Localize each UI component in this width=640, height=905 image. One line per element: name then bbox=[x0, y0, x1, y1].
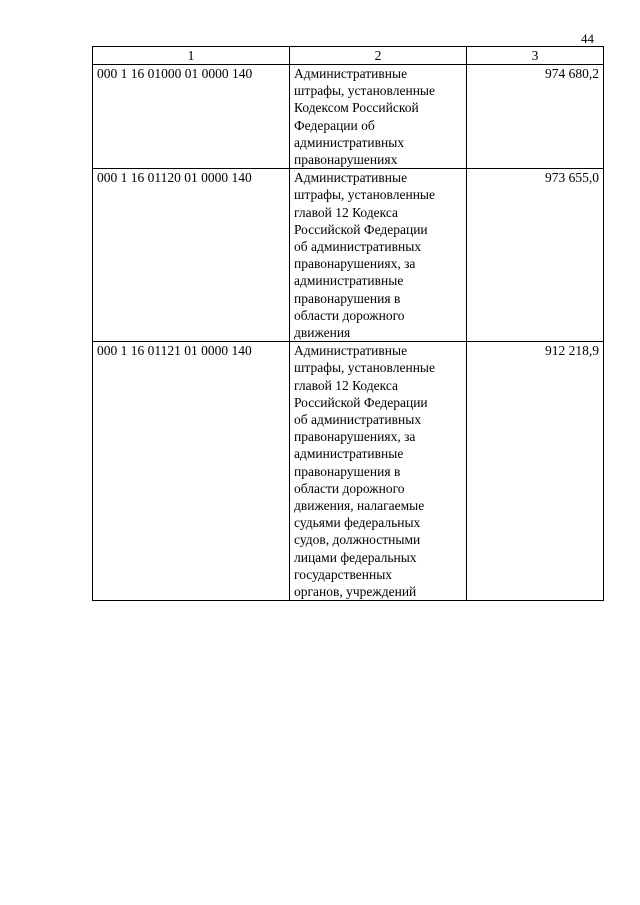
row-name-line: области дорожного bbox=[294, 480, 405, 496]
row-name-line: главой 12 Кодекса bbox=[294, 204, 399, 220]
table-header-row bbox=[93, 47, 604, 65]
row-name-line: области дорожного bbox=[294, 307, 405, 323]
row-name-line: главой 12 Кодекса bbox=[294, 377, 399, 393]
row-name bbox=[290, 65, 467, 169]
row-name-line: Административные bbox=[294, 170, 408, 186]
table-row bbox=[93, 169, 604, 342]
budget-revenue-table bbox=[92, 46, 604, 601]
row-name-line: административных bbox=[294, 134, 405, 150]
row-name-line: административные bbox=[294, 273, 404, 289]
row-name-line: правонарушениях, за bbox=[294, 429, 416, 445]
row-name-line: штрафы, установленные bbox=[294, 360, 435, 376]
row-name-line: об административных bbox=[294, 239, 422, 255]
column-header-name: 2 bbox=[290, 47, 467, 65]
row-name-line: Федерации об bbox=[294, 117, 375, 133]
row-name-line: штрафы, установленные bbox=[294, 187, 435, 203]
row-code: 000 1 16 01121 01 0000 140 bbox=[93, 342, 290, 601]
row-name-line: Кодексом Российской bbox=[294, 100, 419, 116]
row-amount: 973 655,0 bbox=[467, 169, 604, 342]
table-row bbox=[93, 342, 604, 601]
table-row bbox=[93, 65, 604, 169]
row-name-line: правонарушения в bbox=[294, 290, 401, 306]
row-name-line: правонарушениях, за bbox=[294, 256, 416, 272]
row-name-line: движения, налагаемые bbox=[294, 498, 425, 514]
row-name-line: штрафы, установленные bbox=[294, 83, 435, 99]
row-code: 000 1 16 01120 01 0000 140 bbox=[93, 169, 290, 342]
row-amount: 974 680,2 bbox=[467, 65, 604, 169]
row-name-line: правонарушениях bbox=[294, 152, 398, 168]
row-name bbox=[290, 342, 467, 601]
row-name-line: правонарушения в bbox=[294, 463, 401, 479]
row-name-line: судьями федеральных bbox=[294, 515, 421, 531]
column-header-code: 1 bbox=[93, 47, 290, 65]
row-name-line: административные bbox=[294, 446, 404, 462]
page-number: 44 bbox=[581, 31, 594, 46]
row-name-line: Административные bbox=[294, 343, 408, 359]
row-name-lines bbox=[294, 65, 462, 168]
row-amount: 912 218,9 bbox=[467, 342, 604, 601]
row-name-lines bbox=[294, 169, 462, 341]
row-name-line: об административных bbox=[294, 412, 422, 428]
row-name-line: государственных bbox=[294, 566, 393, 582]
row-name-lines bbox=[294, 342, 462, 600]
row-name-line: органов, учреждений bbox=[294, 584, 417, 600]
row-name bbox=[290, 169, 467, 342]
row-name-line: лицами федеральных bbox=[294, 549, 417, 565]
row-name-line: судов, должностными bbox=[294, 532, 421, 548]
row-name-line: Административные bbox=[294, 66, 408, 81]
row-name-line: Российской Федерации bbox=[294, 221, 428, 237]
row-name-line: движения bbox=[294, 325, 351, 341]
row-code: 000 1 16 01000 01 0000 140 bbox=[93, 65, 290, 169]
row-name-line: Российской Федерации bbox=[294, 394, 428, 410]
column-header-amount: 3 bbox=[467, 47, 604, 65]
